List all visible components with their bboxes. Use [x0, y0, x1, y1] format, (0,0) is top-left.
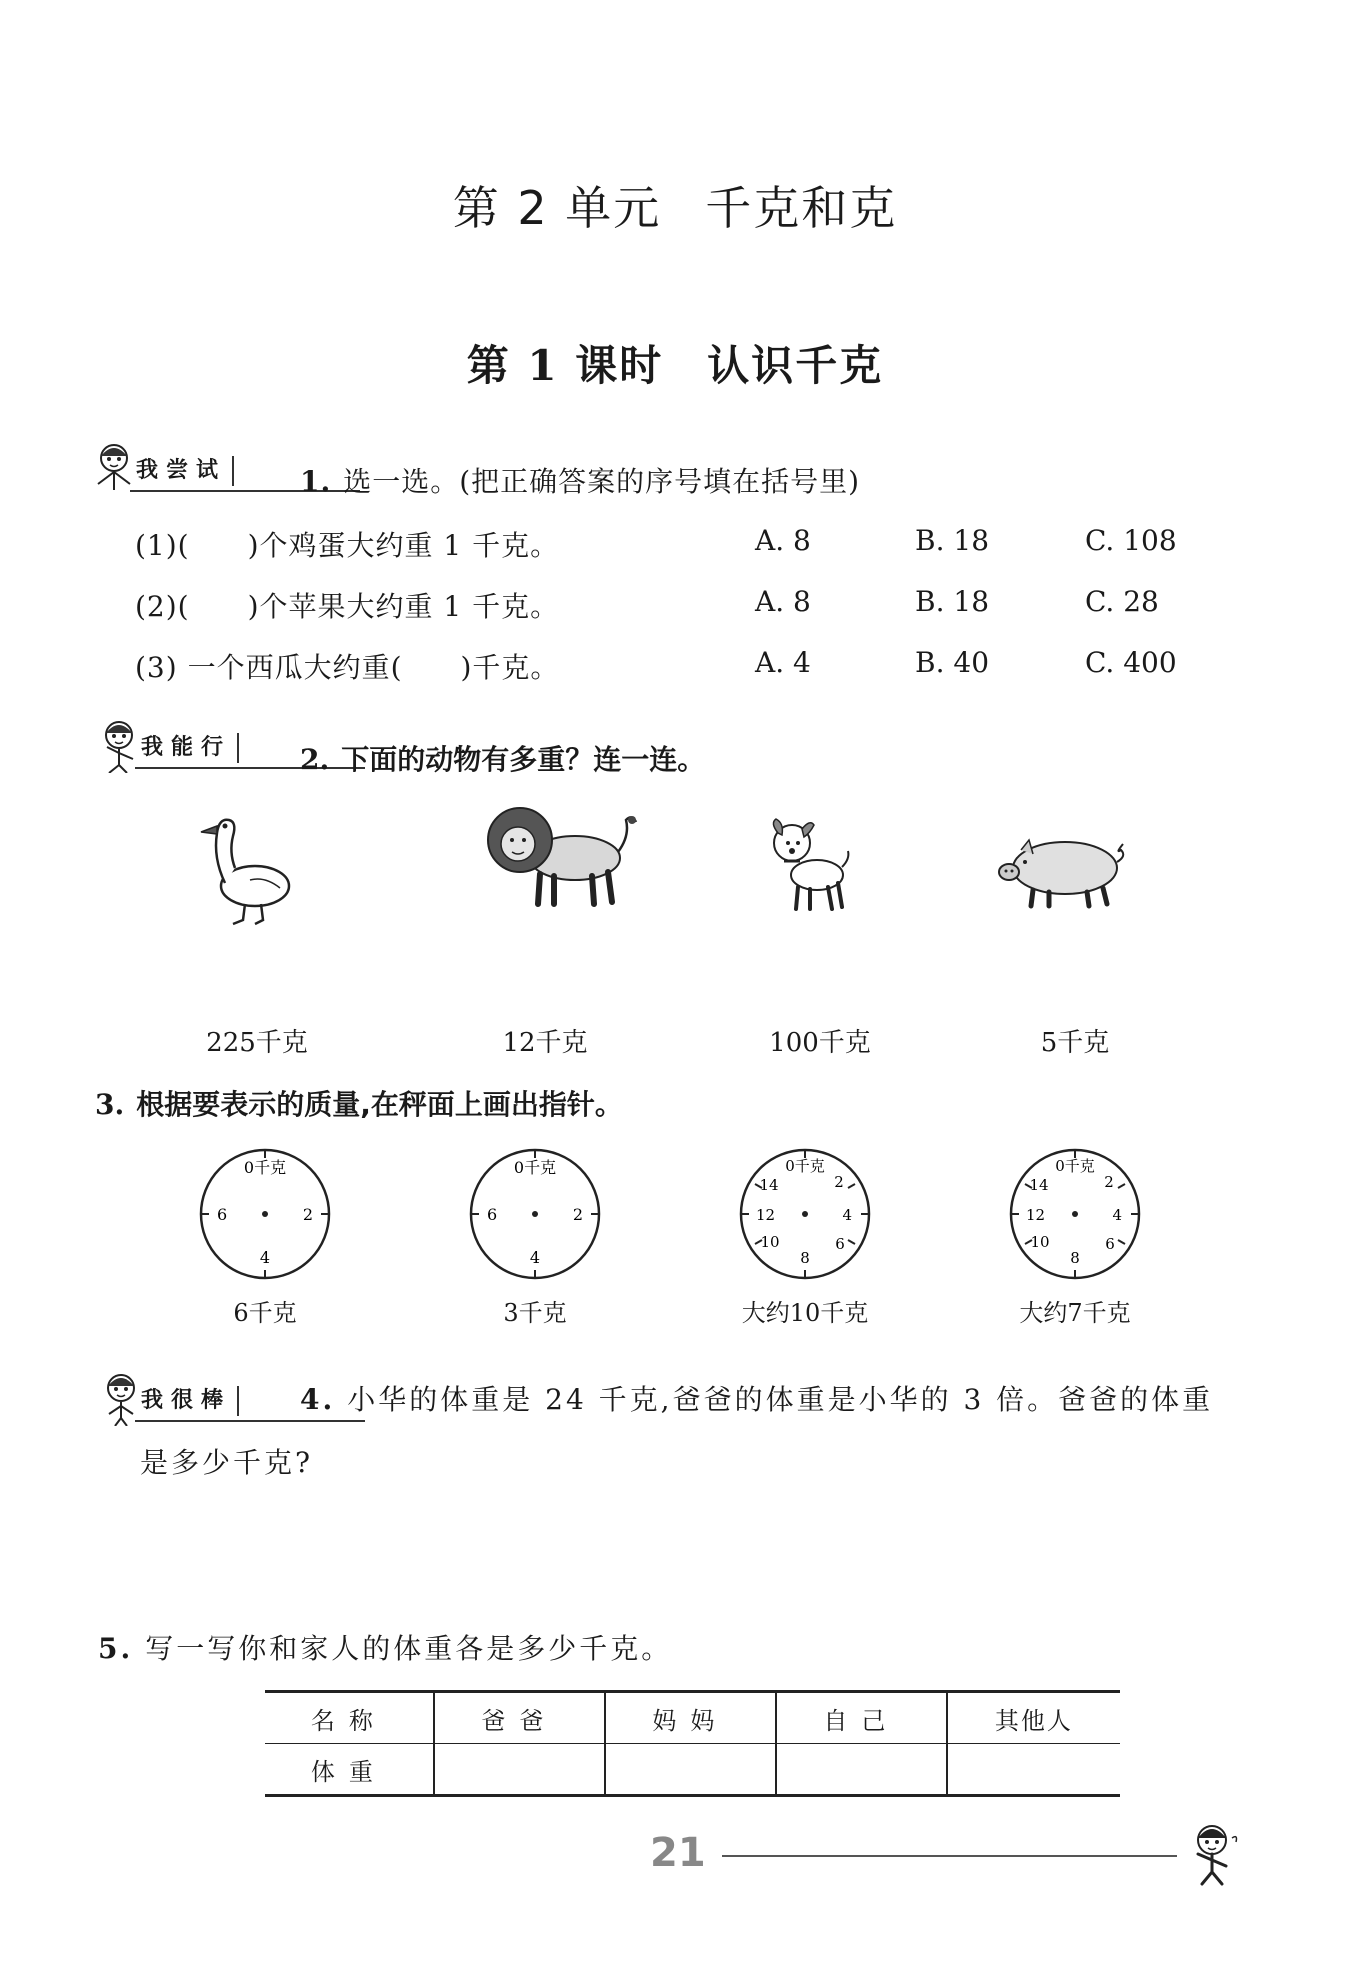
q1-item-2-option-c: C. 28 [1085, 585, 1159, 618]
badge-label-can: 我能行 [141, 733, 239, 763]
dial-label-1: 6千克 [233, 1299, 297, 1327]
girl-mascot-icon [95, 1370, 145, 1426]
dial-mark-14: 14 [1029, 1176, 1049, 1194]
dog-icon [762, 815, 852, 915]
dial-label-3: 大约10千克 [741, 1299, 869, 1327]
q5-text: 写一写你和家人的体重各是多少千克。 [145, 1632, 673, 1665]
dial-label-2: 3千克 [503, 1299, 567, 1327]
q4-number: 4. [300, 1383, 336, 1416]
table-row-label: 体重 [265, 1744, 434, 1796]
scale-dial-4[interactable] [1006, 1145, 1144, 1283]
dial-center [802, 1211, 808, 1217]
q1-number: 1. [300, 465, 332, 498]
table-header-mom: 妈妈 [605, 1692, 776, 1744]
table-header-others: 其他人 [947, 1692, 1120, 1744]
dial-mark-12: 12 [1026, 1206, 1046, 1224]
badge-label-try: 我尝试 [136, 456, 234, 486]
girl-mascot-icon [95, 717, 145, 773]
dial-mark-bottom: 4 [529, 1248, 541, 1267]
table-header-row [265, 1692, 1120, 1744]
q4-line-2: 是多少千克? [140, 1446, 314, 1479]
q1-item-1-option-c: C. 108 [1085, 524, 1177, 557]
lesson-title [0, 333, 1350, 393]
weight-cell-others[interactable] [947, 1744, 1120, 1796]
q3-number: 3. [95, 1088, 125, 1121]
girl-mascot-icon [90, 440, 140, 496]
q2-text: 下面的动物有多重？连一连。 [341, 743, 706, 776]
page-number: 21 [650, 1830, 706, 1876]
dial-center [532, 1211, 538, 1217]
boy-mascot-icon [1180, 1820, 1250, 1890]
dial-mark-10: 10 [1030, 1233, 1050, 1251]
q1-item-3: (3) 一个西瓜大约重( )千克。 [135, 651, 560, 684]
badge-underline [135, 1420, 365, 1422]
dial-mark-14: 14 [759, 1176, 779, 1194]
q1-item-3-option-a: A. 4 [755, 646, 811, 679]
q1-item-2: (2)( )个苹果大约重 1 千克。 [135, 590, 560, 623]
unit-number: 第 2 单元 [452, 181, 662, 235]
dial-mark-left: 6 [487, 1205, 498, 1224]
dial-mark-8: 8 [800, 1249, 810, 1267]
q2-heading [300, 738, 705, 778]
dial-mark-top: 0千克 [1055, 1157, 1095, 1175]
dial-mark-bottom: 4 [259, 1248, 271, 1267]
weight-cell-dad[interactable] [434, 1744, 605, 1796]
weight-label-4: 5千克 [1040, 1028, 1110, 1058]
dial-center [1072, 1211, 1078, 1217]
scale-dial-3[interactable] [736, 1145, 874, 1283]
goose-icon [195, 808, 295, 928]
weight-label-1: 225千克 [206, 1028, 308, 1058]
q1-item-2-option-a: A. 8 [755, 585, 811, 618]
weight-cell-self[interactable] [776, 1744, 947, 1796]
weights-table [265, 1690, 1120, 1797]
weight-cell-mom[interactable] [605, 1744, 776, 1796]
weight-label-3: 100千克 [769, 1028, 871, 1058]
scale-dial-2[interactable] [466, 1145, 604, 1283]
dial-mark-top: 0千克 [243, 1158, 287, 1177]
q2-number: 2. [300, 743, 330, 776]
dial-mark-2: 2 [1104, 1173, 1114, 1191]
dial-mark-2: 2 [834, 1173, 844, 1191]
dial-mark-4: 4 [842, 1206, 852, 1224]
q1-item-3-option-c: C. 400 [1085, 646, 1177, 679]
footer-line [722, 1855, 1177, 1857]
q1-item-2-option-b: B. 18 [915, 585, 990, 618]
q3-text: 根据要表示的质量,在秤面上画出指针。 [136, 1088, 623, 1121]
dial-center [262, 1211, 268, 1217]
lesson-name: 认识千克 [707, 341, 884, 390]
q3-heading [95, 1083, 623, 1123]
table-header-self: 自己 [776, 1692, 947, 1744]
q4-line-1 [300, 1378, 1213, 1418]
q1-item-3-option-b: B. 40 [915, 646, 990, 679]
dial-mark-left: 6 [217, 1205, 228, 1224]
dial-mark-6: 6 [1105, 1235, 1115, 1253]
dial-mark-top: 0千克 [513, 1158, 557, 1177]
dial-mark-10: 10 [760, 1233, 780, 1251]
dial-mark-right: 2 [572, 1205, 583, 1224]
table-row [265, 1744, 1120, 1796]
dial-mark-top: 0千克 [785, 1157, 825, 1175]
dial-mark-4: 4 [1112, 1206, 1122, 1224]
scale-dial-1[interactable] [196, 1145, 334, 1283]
dial-mark-6: 6 [835, 1235, 845, 1253]
pig-icon [995, 830, 1130, 910]
q5-heading [98, 1627, 672, 1667]
badge-label-great: 我很棒 [141, 1386, 239, 1416]
q5-number: 5. [98, 1632, 134, 1665]
q1-text: 选一选。(把正确答案的序号填在括号里) [343, 465, 861, 498]
lesson-number: 第 1 课时 [466, 341, 664, 390]
q1-heading [300, 460, 860, 500]
q4-text-1: 小华的体重是 24 千克,爸爸的体重是小华的 3 倍。爸爸的体重 [347, 1383, 1214, 1416]
q1-item-1: (1)( )个鸡蛋大约重 1 千克。 [135, 529, 560, 562]
table-header-dad: 爸爸 [434, 1692, 605, 1744]
q1-item-1-option-b: B. 18 [915, 524, 990, 557]
dial-label-4: 大约7千克 [1019, 1299, 1131, 1327]
dial-mark-8: 8 [1070, 1249, 1080, 1267]
unit-name: 千克和克 [705, 181, 898, 235]
table-header-name: 名称 [265, 1692, 434, 1744]
q1-item-1-option-a: A. 8 [755, 524, 811, 557]
weight-label-2: 12千克 [502, 1028, 588, 1058]
dial-mark-right: 2 [302, 1205, 313, 1224]
dial-mark-12: 12 [756, 1206, 776, 1224]
unit-title [0, 172, 1350, 238]
lion-icon [480, 800, 640, 910]
